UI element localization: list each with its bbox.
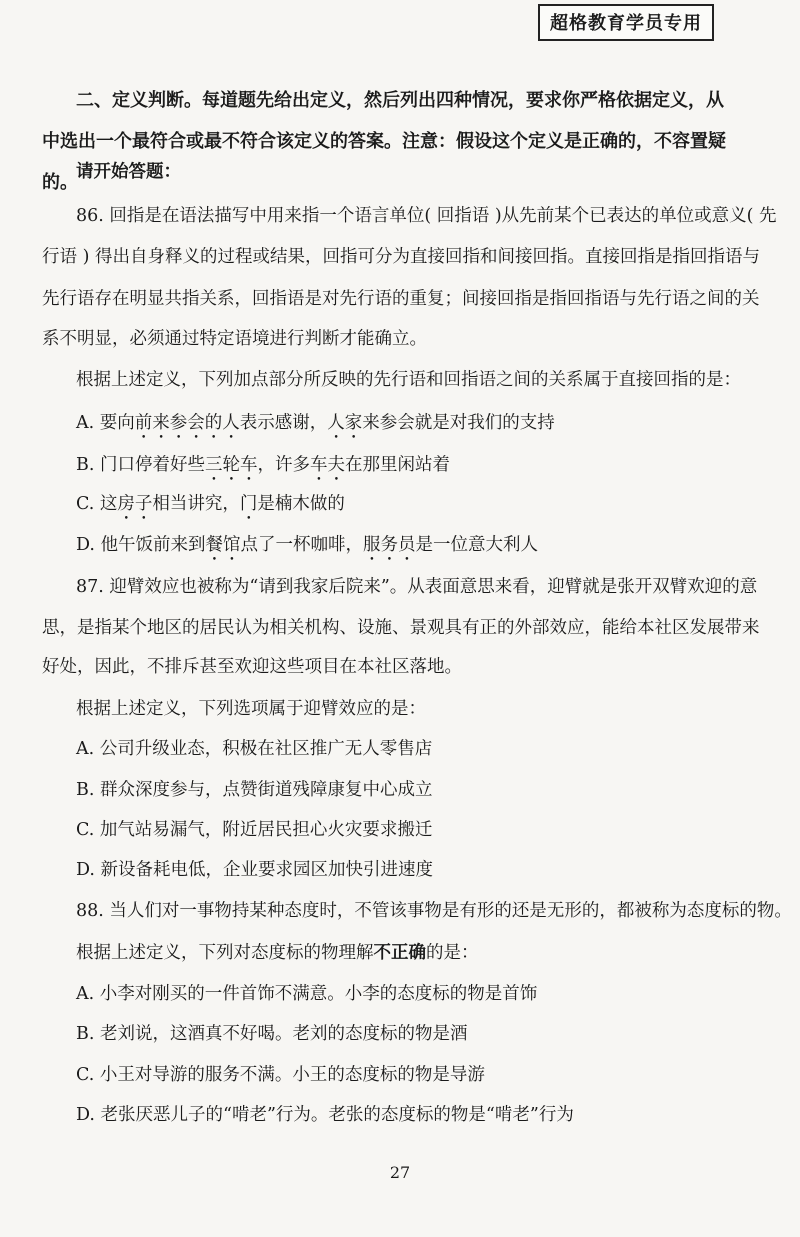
- q86-question: 根据上述定义，下列加点部分所反映的先行语和回指语之间的关系属于直接回指的是：: [76, 370, 741, 390]
- option-c-antecedent: 房子: [117, 494, 153, 514]
- option-b-tail: 在那里闲站着: [345, 455, 450, 475]
- option-d-middle: 点了一杯咖啡，: [240, 535, 364, 555]
- q86-option-d[interactable]: [76, 533, 538, 565]
- option-c-middle: 相当讲究，: [152, 494, 240, 514]
- q88-question: [76, 941, 479, 965]
- option-a-antecedent: 前来参会的人: [134, 413, 240, 433]
- option-d-anaphor: 服务员: [363, 535, 416, 555]
- option-b-antecedent: 三轮车: [205, 455, 258, 475]
- option-b-anaphor: 车夫: [310, 455, 345, 475]
- option-a-label: A. 要向: [76, 413, 135, 433]
- option-a-tail: 来参会就是对我们的支持: [362, 413, 555, 433]
- q88-question-prefix: 根据上述定义，下列对态度标的物理解: [76, 943, 374, 963]
- q86-option-a[interactable]: [76, 411, 555, 443]
- start-prompt: 请开始答题：: [76, 162, 181, 182]
- option-b-middle: ，许多: [257, 455, 310, 475]
- q87-option-d[interactable]: D. 新设备耗电低，企业要求园区加快引进速度: [76, 860, 434, 880]
- q87-option-a[interactable]: A. 公司升级业态，积极在社区推广无人零售店: [76, 739, 433, 759]
- option-a-middle: 表示感谢，: [239, 413, 328, 433]
- q87-definition-line-2: 思，是指某个地区的居民认为相关机构、设施、景观具有正的外部效应，能给本社区发展带来: [42, 618, 760, 638]
- q86-option-b[interactable]: [76, 453, 450, 485]
- student-only-stamp: 超格教育学员专用: [538, 4, 714, 41]
- option-c-anaphor: 门: [239, 494, 258, 514]
- q88-option-d[interactable]: D. 老张厌恶儿子的“啃老”行为。老张的态度标的物是“啃老”行为: [76, 1105, 574, 1125]
- q88-definition: 88. 当人们对一事物持某种态度时，不管该事物是有形的还是无形的，都被称为态度标的物。: [76, 901, 792, 921]
- option-c-label: C. 这: [76, 494, 118, 514]
- q86-definition-line-3: 先行语存在明显共指关系，回指语是对先行语的重复；间接回指是指回指语与先行语之间的关: [42, 289, 760, 309]
- q88-option-b[interactable]: B. 老刘说，这酒真不好喝。老刘的态度标的物是酒: [76, 1024, 468, 1044]
- q88-question-emphasis: 不正确: [373, 943, 426, 963]
- q87-option-b[interactable]: B. 群众深度参与，点赞街道残障康复中心成立: [76, 780, 433, 800]
- q86-option-c[interactable]: [76, 492, 345, 524]
- q87-definition-line-1: 87. 迎臂效应也被称为“请到我家后院来”。从表面意思来看，迎臂就是张开双臂欢迎的意: [76, 577, 758, 597]
- q88-option-c[interactable]: C. 小王对导游的服务不满。小王的态度标的物是导游: [76, 1065, 485, 1085]
- option-b-label: B. 门口停着好些: [76, 455, 205, 475]
- page-number: 27: [389, 1163, 411, 1182]
- option-c-tail: 是楠木做的: [257, 494, 345, 514]
- option-d-label: D. 他午饭前来到: [76, 535, 206, 555]
- section-instructions: 二、定义判断。每道题先给出定义，然后列出四种情况，要求你严格依据定义，从中选出一个最符合或最不符合该定义的答案。注意：假设这个定义是正确的，不容置疑的。: [42, 90, 726, 193]
- option-d-antecedent: 餐馆: [205, 535, 241, 555]
- q86-definition-line-2: 行语 ) 得出自身释义的过程或结果，回指可分为直接回指和间接回指。直接回指是指回指语与: [42, 247, 760, 267]
- q87-option-c[interactable]: C. 加气站易漏气，附近居民担心火灾要求搬迁: [76, 820, 433, 840]
- q88-question-suffix: 的是：: [426, 943, 479, 963]
- q86-definition-line-1: 86. 回指是在语法描写中用来指一个语言单位( 回指语 )从先前某个已表达的单位或意义( 先: [76, 206, 777, 226]
- q88-option-a[interactable]: A. 小李对刚买的一件首饰不满意。小李的态度标的物是首饰: [76, 984, 538, 1004]
- q87-definition-line-3: 好处，因此，不排斥甚至欢迎这些项目在本社区落地。: [42, 657, 462, 677]
- q87-question: 根据上述定义，下列选项属于迎臂效应的是：: [76, 699, 426, 719]
- option-a-anaphor: 人家: [327, 413, 363, 433]
- option-d-tail: 是一位意大利人: [415, 535, 539, 555]
- q86-definition-line-4: 系不明显，必须通过特定语境进行判断才能确立。: [42, 329, 427, 349]
